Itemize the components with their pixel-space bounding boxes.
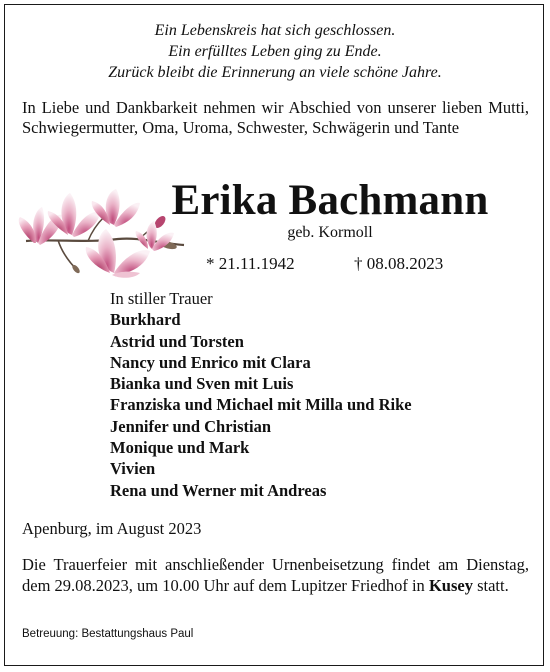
place-date: Apenburg, im August 2023 bbox=[22, 519, 202, 538]
funeral-home-credit: Betreuung: Bestattungshaus Paul bbox=[22, 628, 194, 640]
mourner-name: Franziska und Michael mit Milla und Rike bbox=[110, 395, 412, 415]
death-date: † 08.08.2023 bbox=[354, 254, 444, 273]
mourner-name: Monique und Mark bbox=[110, 438, 250, 458]
mourner-name: Jennifer und Christian bbox=[110, 416, 272, 436]
poem-line-3: Zurück bleibt die Erinnerung an viele schöne Jahre. bbox=[108, 64, 442, 81]
mourners-list bbox=[110, 288, 412, 501]
intro-text: In Liebe und Dankbarkeit nehmen wir Abschied von unserer lieben Mutti, Schwiegermutter, Oma, Uroma, Schwester, Schwägerin und Tante bbox=[22, 98, 529, 137]
birth-name: geb. Kormoll bbox=[287, 224, 373, 241]
funeral-text-end: statt. bbox=[472, 576, 509, 595]
poem-line-2: Ein erfülltes Leben ging zu Ende. bbox=[168, 43, 382, 60]
funeral-text: Die Trauerfeier mit anschließender Urnenbeisetzung findet am Dienstag, dem 29.08.2023, um 10.00 Uhr auf dem Lupitzer Friedhof in bbox=[22, 555, 529, 595]
mourner-name: Burkhard bbox=[110, 310, 181, 330]
poem-line-1: Ein Lebenskreis hat sich geschlossen. bbox=[154, 22, 396, 39]
poem bbox=[0, 20, 550, 83]
mourner-name: Rena und Werner mit Andreas bbox=[110, 480, 327, 500]
birth-date: * 21.11.1942 bbox=[206, 254, 295, 273]
mourner-name: Bianka und Sven mit Luis bbox=[110, 374, 294, 394]
funeral-location: Kusey bbox=[428, 576, 473, 595]
deceased-name: Erika Bachmann bbox=[171, 177, 489, 224]
funeral-info bbox=[22, 554, 529, 596]
mourner-name: Astrid und Torsten bbox=[110, 331, 244, 351]
mourner-name: Vivien bbox=[110, 459, 156, 479]
mourning-heading: In stiller Trauer bbox=[110, 289, 213, 308]
mourner-name: Nancy und Enrico mit Clara bbox=[110, 352, 311, 372]
